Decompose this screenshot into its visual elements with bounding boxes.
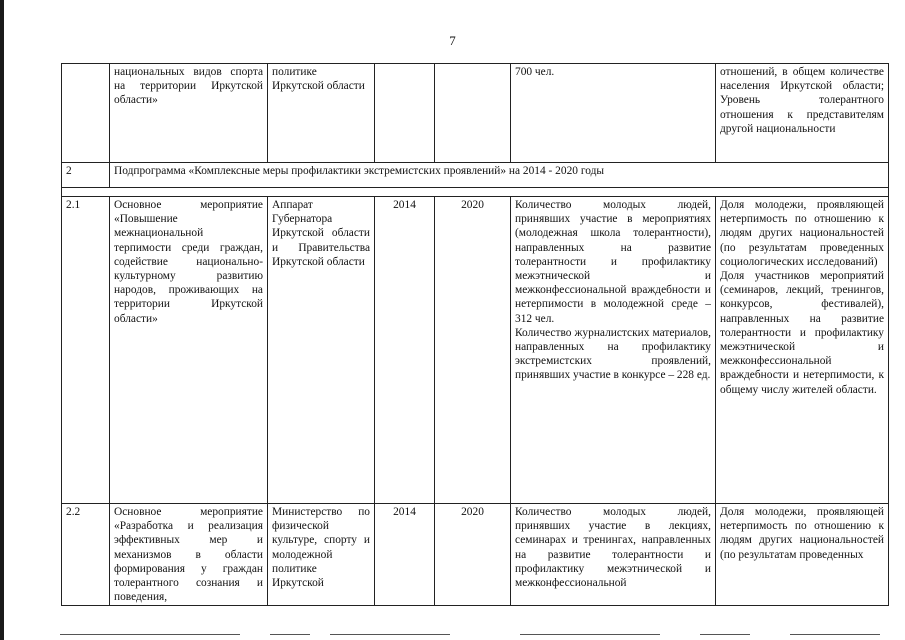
indicator-paragraph: Доля участников мероприятий (семинаров, лекций, тренингов, конкурсов, фестивалей), направленных на развитие толерантности и профилактику межэтнической и межконфессиональной враждебности и нетерпимости, к общему числу жителей области. [720,270,884,396]
cell-start-year [375,64,435,163]
scan-bottom-artifacts [0,630,905,640]
indicator-paragraph: Доля молодежи, проявляющей нетерпимость по отношению к людям других национальностей (по результатам проведенных социологических исследований) [720,199,884,268]
table-row-continuation [62,64,889,163]
page-number: 7 [449,33,456,48]
cell-indicator [716,197,889,504]
cell-executor: политике Иркутской области [268,64,375,163]
cell-number: 2 [62,163,110,188]
table-row-2-2 [62,504,889,606]
cell-indicator: Доля молодежи, проявляющей нетерпимость по отношению к людям других национальностей (по результатам проведенных [716,504,889,606]
cell-start-year: 2014 [375,197,435,504]
program-table [61,63,889,606]
cell-expected-result [511,197,716,504]
cell-activity-name: национальных видов спорта на территории Иркутской области» [110,64,268,163]
scan-edge-bar [0,0,4,640]
cell-executor: Аппарат Губернатора Иркутской области и Правительства Иркутской области [268,197,375,504]
cell-activity-name: Основное мероприятие «Разработка и реализация эффективных мер и механизмов в области формирования у граждан толерантного сознания и поведения, [110,504,268,606]
cell-activity-name: Основное мероприятие «Повышение межнациональной терпимости среди граждан, содействие национально-культурному развитию народов, проживающих на территории Иркутской области» [110,197,268,504]
cell-indicator: отношений, в общем количестве населения Иркутской области; Уровень толерантного отношения к представителям другой национальности [716,64,889,163]
cell-end-year: 2020 [435,197,511,504]
cell-number: 2.2 [62,504,110,606]
cell-end-year: 2020 [435,504,511,606]
cell-subprogram-title: Подпрограмма «Комплексные меры профилактики экстремистских проявлений» на 2014 - 2020 годы [110,163,889,188]
result-paragraph: Количество молодых людей, принявших участие в мероприятиях (молодежная школа толерантности), направленных на развитие толерантности и профилактику межэтнической и межконфессиональной враждебности и нетерпимости в молодежной среде – 312 чел. [515,199,711,325]
table-row-2-1 [62,197,889,504]
cell-number: 2.1 [62,197,110,504]
cell-end-year [435,64,511,163]
cell-executor: Министерство по физической культуре, спорту и молодежной политике Иркутской [268,504,375,606]
cell-expected-result: 700 чел. [511,64,716,163]
cell-expected-result: Количество молодых людей, принявших участие в лекциях, семинарах и тренингах, направленных на развитие толерантности и профилактику межэтнической и межконфессиональной [511,504,716,606]
cell-number [62,64,110,163]
table-row-subprogram [62,163,889,188]
result-paragraph: Количество журналистских материалов, направленных на профилактику экстремистских проявлений, принявших участие в конкурсе – 228 ед. [515,326,711,382]
cell-start-year: 2014 [375,504,435,606]
row-gap [62,188,889,197]
